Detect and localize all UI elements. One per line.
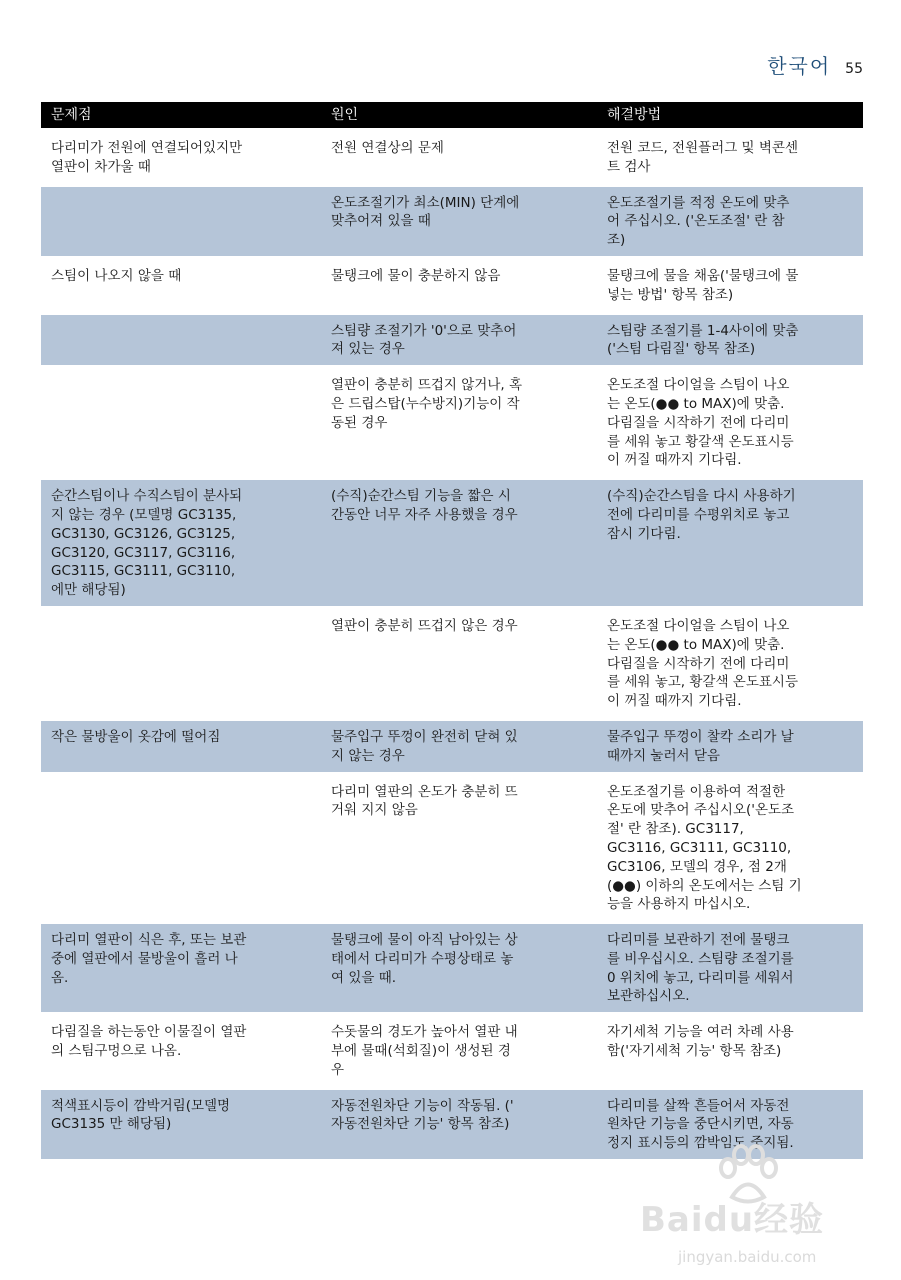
cause-cell: 물주입구 뚜껑이 완전히 닫혀 있 지 않는 경우 [331,728,518,764]
problem-cell: 다리미가 전원에 연결되어있지만 열판이 차가울 때 [51,140,243,175]
problem-cell: 다림질을 하는동안 이물질이 열판 의 스팀구멍으로 나옴. [51,1024,247,1060]
cause-cell: 온도조절기가 최소(MIN) 단계에 맞추어져 있을 때 [331,194,520,230]
cause-cell: (수직)순간스팀 기능을 짧은 시 간동안 너무 자주 사용했을 경우 [331,488,518,523]
page-header [767,50,863,79]
cause-cell: 물탱크에 물이 아직 남아있는 상 태에서 다리미가 수평상태로 놓 여 있을 때. [331,932,518,986]
solution-cell: 스팀량 조절기를 1-4사이에 맞춤 ('스팀 다림질' 항목 참조) [607,322,799,358]
page-number: 55 [845,61,863,77]
solution-cell: 자기세척 기능을 여러 차례 사용 함('자기세척 기능' 항목 참조) [607,1024,794,1060]
problem-cell: 적색표시등이 깜박거림(모델명 GC3135 만 해당됨) [51,1097,231,1133]
problem-cell: 다리미 열판이 식은 후, 또는 보관 중에 열판에서 물방울이 흘러 나 옴. [51,932,247,986]
table-row [41,1016,863,1085]
solution-cell: 온도조절기를 이용하여 적절한 온도에 맞추어 주십시오('온도조 절' 란 참조). GC3117, GC3116, GC3111, GC3110, GC3106, 모델의 경우, 점 2개 (●●) 이하의 온도에서는 스팀 기 능을 사용하지 마십시오. [607,783,802,913]
solution-cell: 온도조절기를 적정 온도에 맞추 어 주십시오. ('온도조절' 란 참 조) [607,194,790,249]
cause-cell: 자동전원차단 기능이 작동됨. (' 자동전원차단 기능' 항목 참조) [331,1097,514,1133]
watermark-logo: Baidu经验 [640,1200,825,1240]
cause-cell: 수돗물의 경도가 높아서 열판 내 부에 물때(석회질)이 생성된 경 우 [331,1024,518,1078]
solution-cell: (수직)순간스팀을 다시 사용하기 전에 다리미를 수평위치로 놓고 잠시 기다림. [607,488,796,542]
table-row [41,187,863,256]
cause-cell: 전원 연결상의 문제 [331,140,444,156]
problem-cell: 순간스팀이나 수직스팀이 분사되 지 않는 경우 (모델명 GC3135, GC3130, GC3126, GC3125, GC3120, GC3117, GC3116, GC3115, GC3111, GC3110, 에만 해당됨) [51,488,243,599]
table-row [41,260,863,311]
table-row [41,132,863,183]
table-row [41,610,863,717]
header-solution: 해결방법 [607,107,662,123]
table-body [41,128,863,1159]
problem-cell [41,369,321,476]
problem-cell [41,187,321,256]
watermark-url: jingyan.baidu.com [678,1248,817,1266]
cause-cell: 열판이 충분히 뜨겁지 않은 경우 [331,617,518,634]
problem-cell [41,315,321,366]
solution-cell: 물주입구 뚜껑이 찰칵 소리가 날 때까지 눌러서 닫음 [607,728,794,764]
watermark [640,1140,880,1270]
header-problem: 문제점 [51,107,92,123]
table-row [41,480,863,606]
cause-cell: 물탱크에 물이 충분하지 않음 [331,267,501,284]
solution-cell: 온도조절 다이얼을 스팀이 나오 는 온도(●● to MAX)에 맞춤. 다림질을 시작하기 전에 다리미 를 세워 놓고 황갈색 온도표시등 이 꺼질 때까지 기다림. [607,377,794,469]
problem-cell: 작은 물방울이 옷감에 떨어짐 [51,728,221,745]
cause-cell: 스팀량 조절기가 '0'으로 맞추어 져 있는 경우 [331,322,517,358]
table-row [41,369,863,476]
solution-cell: 다리미를 보관하기 전에 물탱크 를 비우십시오. 스팀량 조절기를 0 위치에 놓고, 다리미를 세워서 보관하십시오. [607,932,794,1005]
table-row [41,776,863,921]
problem-cell: 스팀이 나오지 않을 때 [51,267,182,284]
table-header-row [41,102,863,128]
solution-cell: 물탱크에 물을 채움('물탱크에 물 넣는 방법' 항목 참조) [607,267,799,303]
table-row [41,721,863,772]
solution-cell: 온도조절 다이얼을 스팀이 나오 는 온도(●● to MAX)에 맞춤. 다림질을 시작하기 전에 다리미 를 세워 놓고, 황갈색 온도표시등 이 꺼질 때까지 기다림. [607,617,798,710]
table-row [41,924,863,1012]
header-cause: 원인 [331,107,359,123]
cause-cell: 다리미 열판의 온도가 충분히 뜨 거워 지지 않음 [331,783,518,819]
solution-cell: 전원 코드, 전원플러그 및 벽콘센 트 검사 [607,140,798,175]
troubleshooting-table [41,102,863,1159]
language-label: 한국어 [767,54,832,78]
solution-cell: 다리미를 살짝 흔들어서 자동전 원차단 기능을 중단시키면, 자동 정지 표시등의 깜박임도 중지됨. [607,1097,794,1152]
table-row [41,315,863,366]
problem-cell [41,776,321,921]
cause-cell: 열판이 충분히 뜨겁지 않거나, 혹 은 드립스탑(누수방지)기능이 작 동된 경우 [331,377,522,431]
problem-cell [41,610,321,717]
